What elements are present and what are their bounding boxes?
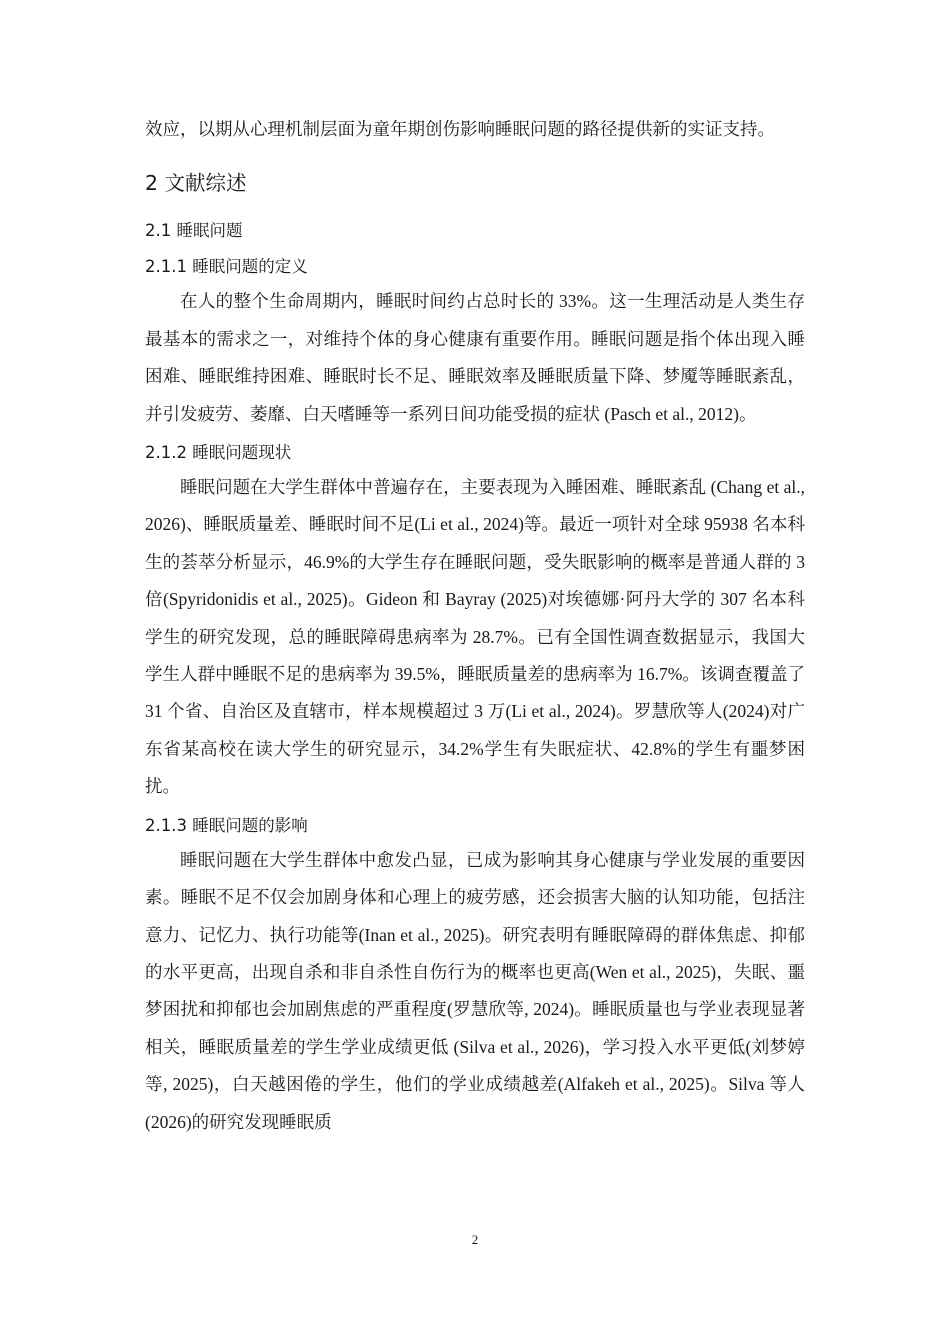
subsection-heading-sleep-problems: 2.1 睡眠问题 (145, 221, 243, 241)
page-number: 2 (471, 1232, 479, 1247)
page-body (145, 111, 805, 1141)
section-heading-literature-review: 2 文献综述 (145, 171, 247, 196)
subsubsection-heading-status: 2.1.2 睡眠问题现状 (145, 443, 292, 463)
paragraph-status: 睡眠问题在大学生群体中普遍存在，主要表现为入睡困难、睡眠紊乱 (Chang et al., 2026)、睡眠质量差、睡眠时间不足(Li et al., 2024)等。最近一项针对全球 95938 名本科生的荟萃分析显示，46.9%的大学生存在睡眠问题，受失眠影响的概率是普通人群的 3 倍(Spyridonidis et al., 2025)。Gideon 和 Bayray (2025)对埃德娜·阿丹大学的 307 名本科学生的研究发现，总的睡眠障碍患病率为 28.7%。已有全国性调查数据显示，我国大学生人群中睡眠不足的患病率为 39.5%，睡眠质量差的患病率为 16.7%。该调查覆盖了 31 个省、自治区及直辖市，样本规模超过 3 万(Li et al., 2024)。罗慧欣等人(2024)对广东省某高校在读大学生的研究显示，34.2%学生有失眠症状、42.8%的学生有噩梦困扰。 (145, 477, 805, 797)
paragraph-impact: 睡眠问题在大学生群体中愈发凸显，已成为影响其身心健康与学业发展的重要因素。睡眠不足不仅会加剧身体和心理上的疲劳感，还会损害大脑的认知功能，包括注意力、记忆力、执行功能等(Inan et al., 2025)。研究表明有睡眠障碍的群体焦虑、抑郁的水平更高，出现自杀和非自杀性自伤行为的概率也更高(Wen et al., 2025)，失眠、噩梦困扰和抑郁也会加剧焦虑的严重程度(罗慧欣等, 2024)。睡眠质量也与学业表现显著相关，睡眠质量差的学生学业成绩更低 (Silva et al., 2026)，学习投入水平更低(刘梦婷 等, 2025)，白天越困倦的学生，他们的学业成绩越差(Alfakeh et al., 2025)。Silva 等人(2026)的研究发现睡眠质 (145, 849, 805, 1132)
intro-paragraph-tail: 效应，以期从心理机制层面为童年期创伤影响睡眠问题的路径提供新的实证支持。 (145, 119, 775, 139)
subsubsection-heading-impact: 2.1.3 睡眠问题的影响 (145, 815, 308, 835)
paragraph-definition: 在人的整个生命周期内，睡眠时间约占总时长的 33%。这一生理活动是人类生存最基本的需求之一，对维持个体的身心健康有重要作用。睡眠问题是指个体出现入睡困难、睡眠维持困难、睡眠时长不足、睡眠效率及睡眠质量下降、梦魇等睡眠紊乱，并引发疲劳、萎靡、白天嗜睡等一系列日间功能受损的症状 (Pasch et al., 2012)。 (145, 291, 805, 424)
subsubsection-heading-definition: 2.1.1 睡眠问题的定义 (145, 257, 308, 277)
